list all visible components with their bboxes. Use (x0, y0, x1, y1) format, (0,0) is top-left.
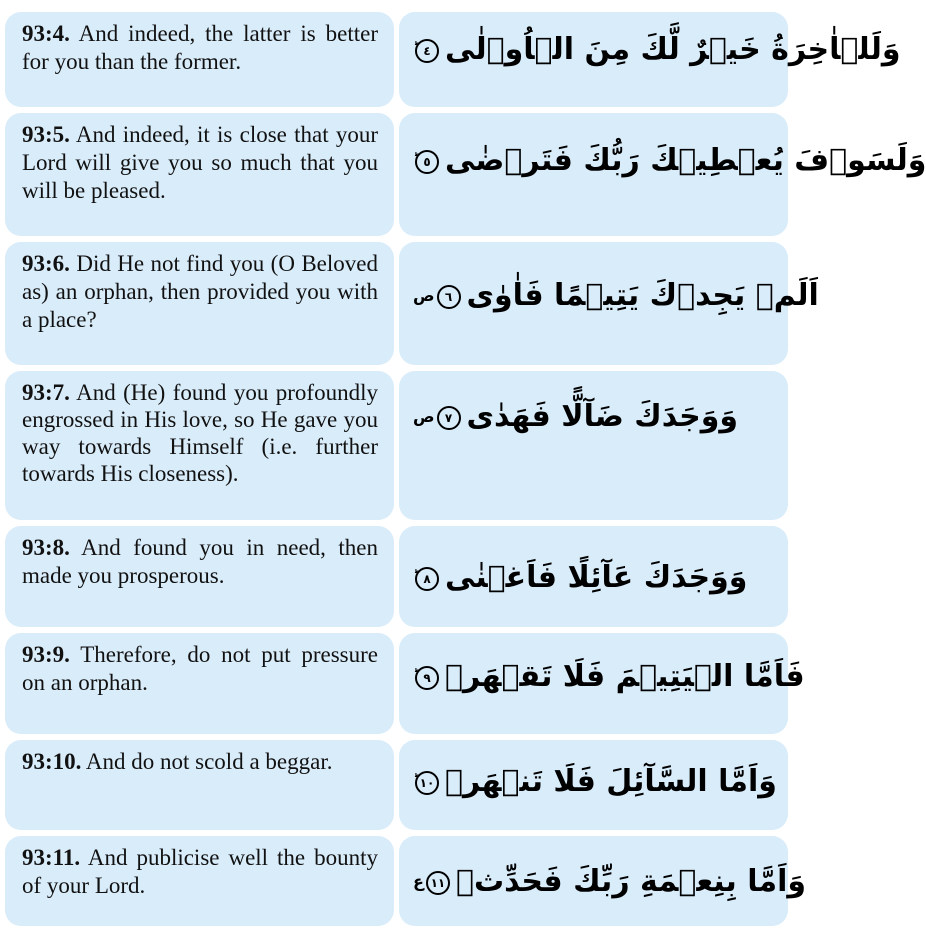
verse-reference: 93:4. (22, 21, 70, 46)
verse-row (5, 12, 901, 107)
arabic-text: وَوَجَدَكَ عَآئِلًا فَاَغۡنٰى (445, 560, 748, 595)
translation-text: And (He) found you profoundly engrossed in His love, so He gave you way towards Himself (i.e. further towards His closeness). (22, 380, 378, 486)
translation-text: Did He not find you (O Beloved as) an orphan, then provided you with a place? (22, 251, 378, 332)
verse-row (5, 242, 819, 365)
arabic-cell (399, 113, 926, 236)
verse-reference: 93:8. (22, 535, 70, 560)
arabic-cell (399, 740, 788, 830)
arabic-text: وَلَلۡاٰخِرَةُ خَيۡرٌ لَّكَ مِنَ الۡاُوۡلٰى (445, 32, 901, 67)
arabic-text: وَلَسَوۡفَ يُعۡطِيۡكَ رَبُّكَ فَتَرۡضٰى (445, 143, 926, 178)
arabic-verse (413, 12, 901, 70)
verse-row (5, 526, 788, 627)
verse-reference: 93:5. (22, 122, 70, 147)
translation-text: And found you in need, then made you prosperous. (22, 535, 378, 588)
translation-cell (5, 633, 394, 734)
verse-row (5, 113, 926, 236)
ayah-number-icon: ٩ (415, 666, 439, 690)
arabic-text: فَاَمَّا الۡيَتِيۡمَ فَلَا تَقۡهَرۡ (445, 659, 805, 694)
pause-mark-icon: ع (413, 872, 424, 891)
verse-reference: 93:6. (22, 251, 70, 276)
verse-reference: 93:9. (22, 642, 70, 667)
translation-cell (5, 113, 394, 236)
arabic-verse (413, 633, 805, 697)
translation-text: And indeed, it is close that your Lord will give you so much that you will be pleased. (22, 122, 378, 203)
translation-cell (5, 242, 394, 365)
arabic-cell (399, 12, 901, 107)
pause-mark-icon: ص (413, 286, 435, 305)
translation-cell (5, 740, 394, 830)
ayah-number-icon: ٧ (437, 406, 461, 430)
arabic-cell (399, 526, 788, 627)
translation-text: Therefore, do not put pressure on an orphan. (22, 642, 378, 695)
arabic-cell (399, 242, 819, 365)
arabic-verse (413, 113, 926, 181)
verse-row (5, 836, 807, 926)
translation-cell (5, 371, 394, 520)
translation-text: And publicise well the bounty of your Lord. (22, 845, 378, 898)
arabic-cell (399, 836, 807, 926)
verse-reference: 93:11. (22, 845, 81, 870)
verse-row (5, 633, 805, 734)
arabic-verse (413, 242, 819, 316)
arabic-verse (413, 526, 747, 598)
translation-cell (5, 12, 394, 107)
arabic-cell (399, 371, 788, 520)
arabic-text: وَاَمَّا بِنِعۡمَةِ رَبِّكَ فَحَدِّثۡ (455, 864, 807, 899)
arabic-text: وَوَجَدَكَ ضَآلًّا فَهَدٰى (466, 399, 739, 434)
verse-reference: 93:10. (22, 749, 82, 774)
ayah-number-icon: ١١ (426, 871, 450, 895)
translation-cell (5, 836, 394, 926)
arabic-verse (413, 836, 806, 902)
verse-row (5, 371, 788, 520)
arabic-text: وَاَمَّا السَّآئِلَ فَلَا تَنۡهَرۡ (445, 764, 777, 799)
translation-cell (5, 526, 394, 627)
arabic-verse (413, 371, 738, 437)
ayah-number-icon: ١٠ (415, 771, 439, 795)
ayah-number-icon: ٨ (415, 567, 439, 591)
pause-mark-icon: ص (413, 407, 435, 426)
arabic-text: اَلَمۡ يَجِدۡكَ يَتِيۡمًا فَاٰوٰى (466, 278, 819, 313)
verse-row (5, 740, 788, 830)
verse-reference: 93:7. (22, 380, 70, 405)
translation-text: And indeed, the latter is better for you than the former. (22, 21, 378, 74)
arabic-cell (399, 633, 805, 734)
translation-text: And do not scold a beggar. (81, 749, 333, 774)
arabic-verse (413, 740, 777, 802)
ayah-number-icon: ٥ (415, 150, 439, 174)
ayah-number-icon: ٤ (415, 39, 439, 63)
ayah-number-icon: ٦ (437, 285, 461, 309)
